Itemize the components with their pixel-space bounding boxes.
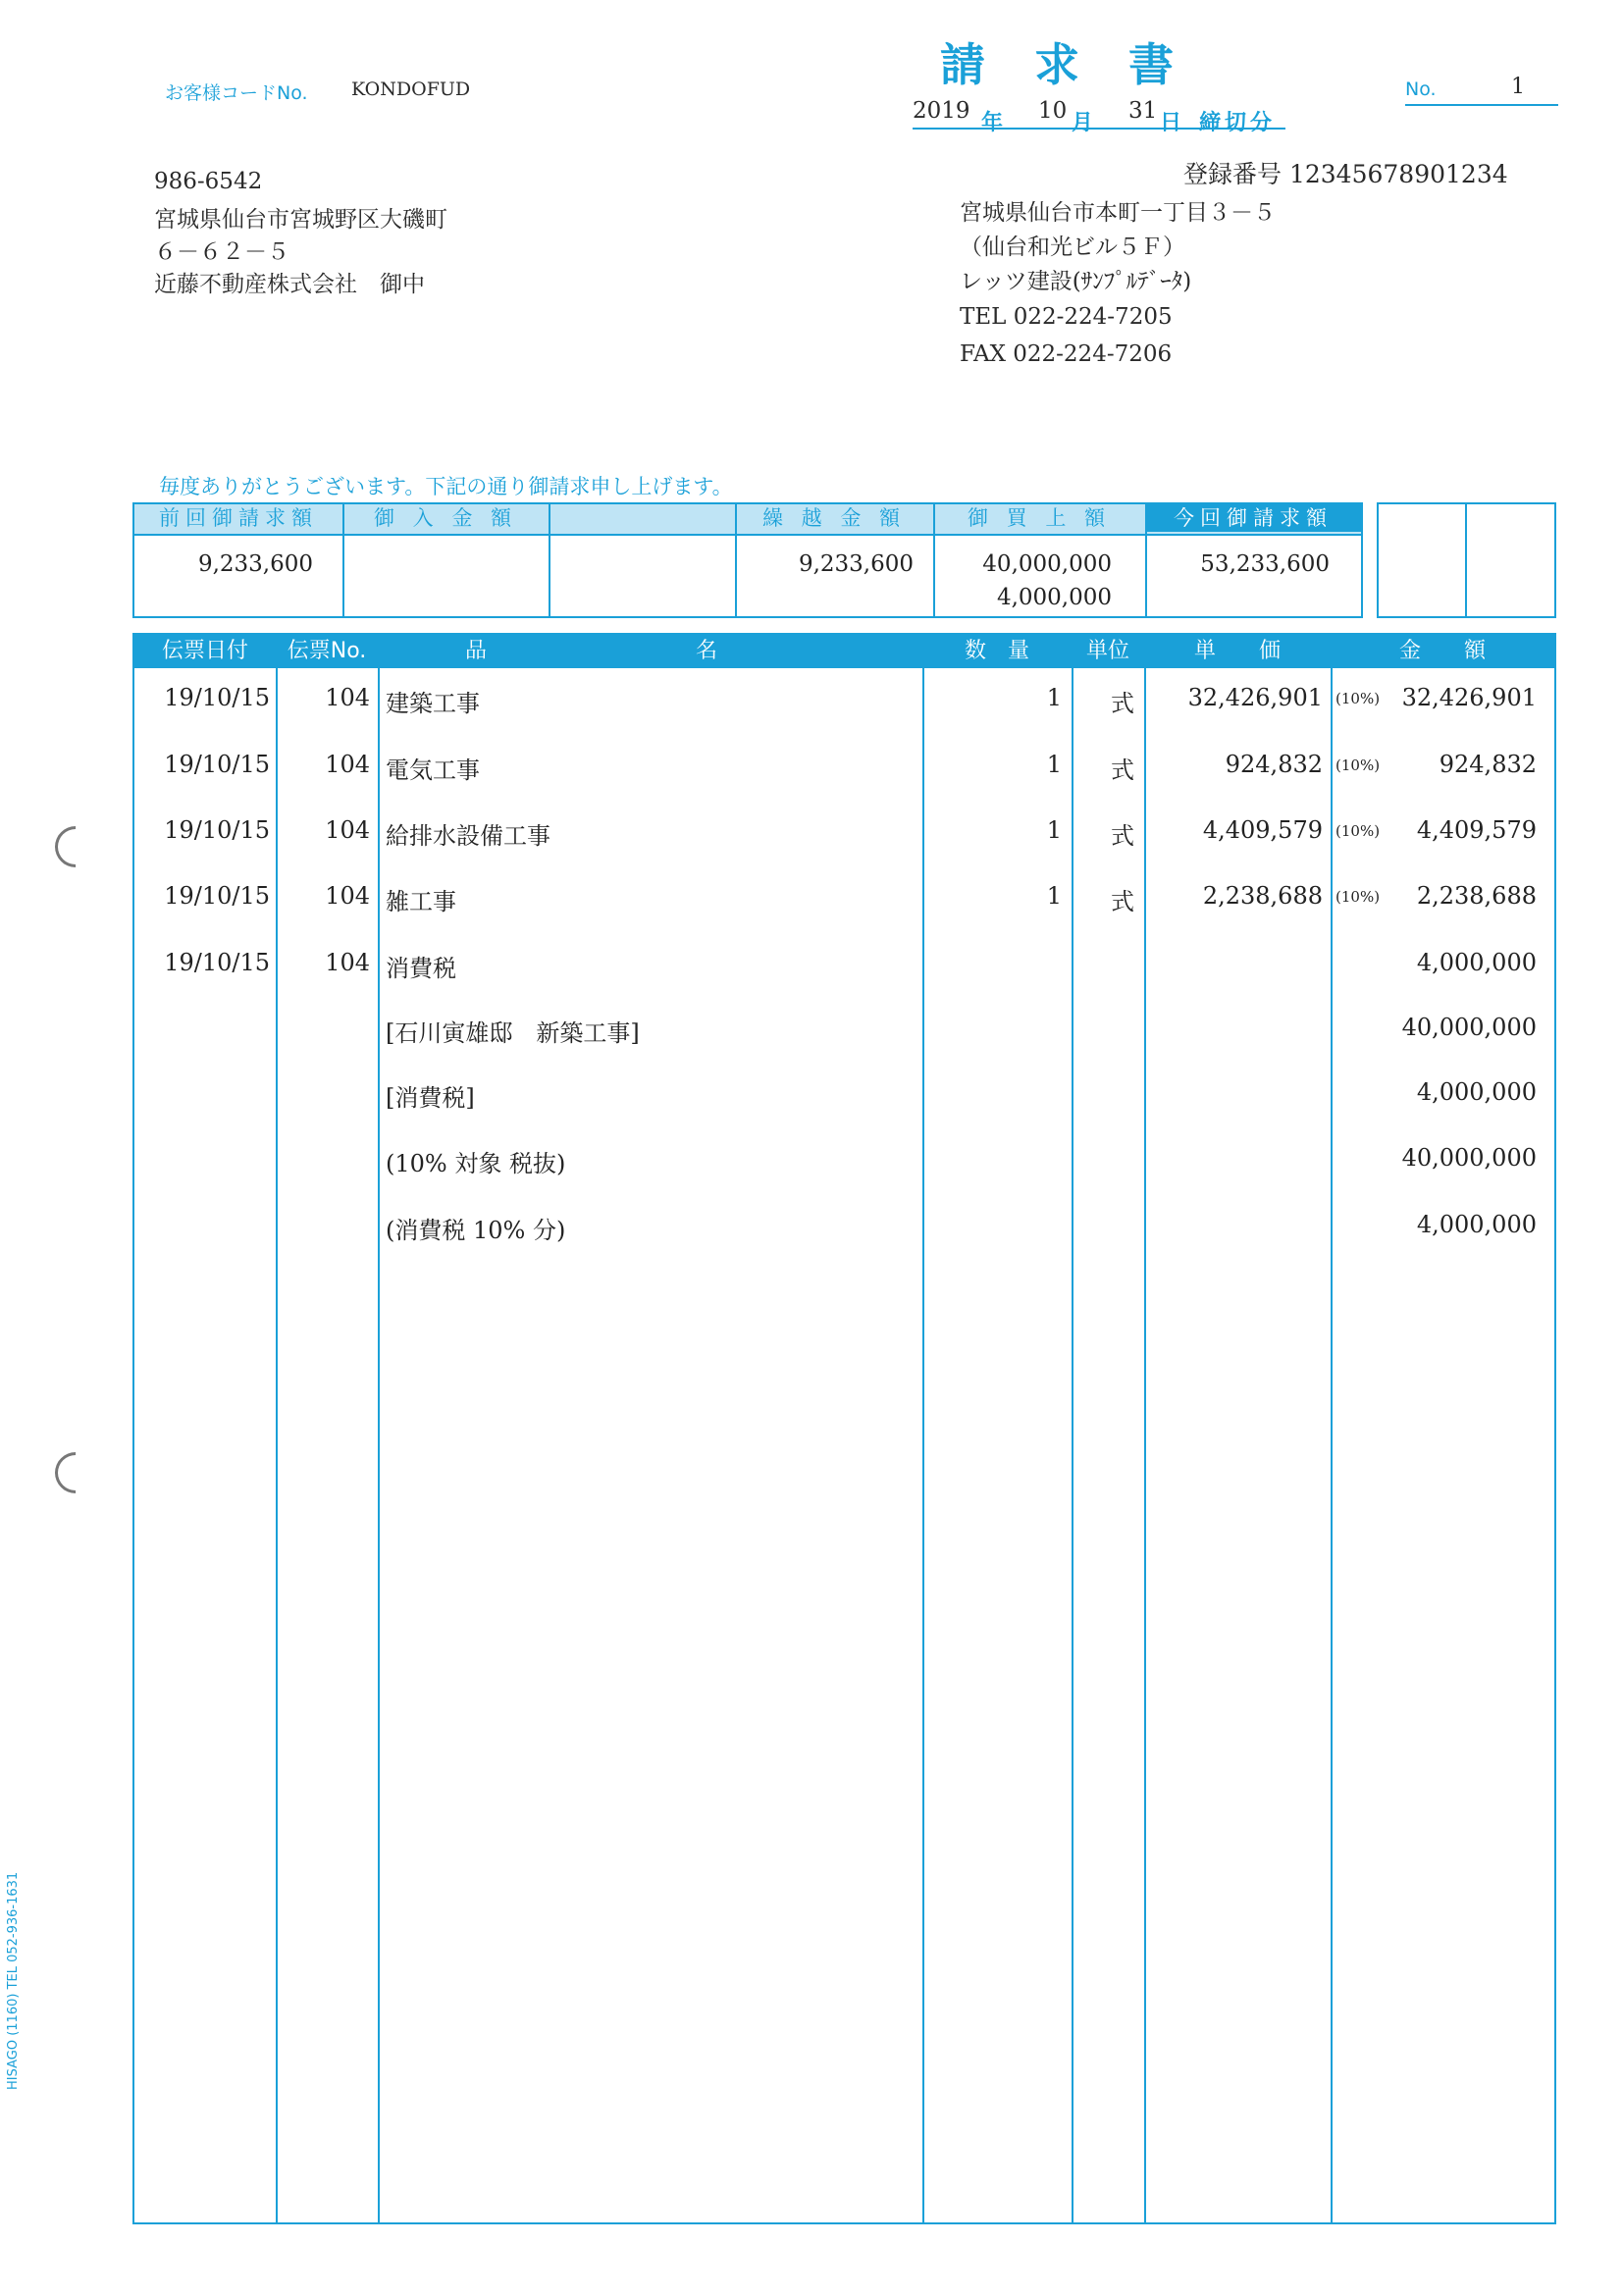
row-item-name: 給排水設備工事: [386, 822, 550, 850]
date-suffix: 締切分: [1199, 111, 1277, 135]
recipient-postal: 986-6542: [154, 169, 263, 194]
header-date: 伝票日付: [161, 639, 248, 663]
date-month: 10: [1038, 98, 1068, 124]
summary-header-purchases: 御 買 上 額: [967, 506, 1112, 530]
registration-number: [1183, 155, 1508, 190]
row-date: 19/10/15: [164, 816, 270, 844]
row-date: 19/10/15: [164, 751, 270, 778]
summary-divider: [342, 504, 344, 616]
row-unit-price: 2,238,688: [1202, 882, 1323, 910]
row-unit-price: 4,409,579: [1202, 816, 1323, 844]
row-item-name: (10% 対象 税抜): [386, 1150, 566, 1177]
purchases-amount: 40,000,000: [982, 551, 1112, 577]
row-item-name: 消費税: [386, 955, 456, 982]
row-amount: 4,409,579: [1416, 816, 1537, 844]
recipient-address2: ６－６２－５: [154, 239, 289, 265]
greeting-text: 毎度ありがとうございます。下記の通り御請求申し上げます。: [159, 475, 733, 498]
row-qty: 1: [1046, 751, 1062, 778]
row-slip-no: 104: [325, 882, 370, 910]
date-year-label: 年: [981, 111, 1004, 135]
stamp-divider: [1465, 504, 1467, 616]
issuer-name: レッツ建設(ｻﾝﾌﾟﾙﾃﾞｰﾀ): [960, 269, 1192, 294]
carried-forward: 9,233,600: [798, 551, 914, 577]
header-slip-no: 伝票No.: [287, 639, 367, 663]
row-tax-rate: (10%): [1335, 888, 1381, 906]
invoice-no-value: 1: [1511, 75, 1525, 99]
summary-header-current: 今回御請求額: [1145, 504, 1361, 532]
row-slip-no: 104: [325, 684, 370, 711]
issuer-fax: FAX 022-224-7206: [960, 341, 1173, 367]
row-item-name: [石川寅雄邸 新築工事]: [386, 1019, 640, 1047]
row-amount: 40,000,000: [1401, 1014, 1537, 1041]
row-unit: 式: [1111, 690, 1134, 717]
date-month-label: 月: [1072, 111, 1094, 135]
row-qty: 1: [1046, 882, 1062, 910]
column-divider: [922, 635, 924, 2222]
summary-header-payment: 御 入 金 額: [373, 506, 518, 530]
recipient-name: [154, 266, 425, 298]
current-billing: 53,233,600: [1200, 551, 1330, 577]
issuer-address1: 宮城県仙台市本町一丁目３－５: [960, 200, 1276, 226]
row-item-name: 建築工事: [386, 690, 480, 717]
row-item-name: (消費税 10% 分): [386, 1217, 566, 1244]
date-day: 31: [1128, 98, 1158, 124]
date-underline: [913, 128, 1285, 130]
row-amount: 40,000,000: [1401, 1144, 1537, 1172]
previous-billing: 9,233,600: [197, 551, 313, 577]
items-header-row: [134, 635, 1554, 668]
row-date: 19/10/15: [164, 684, 270, 711]
row-slip-no: 104: [325, 816, 370, 844]
registration-label: 登録番号: [1183, 160, 1283, 188]
recipient-company: 近藤不動産株式会社: [154, 272, 357, 297]
punch-hole-mark: [46, 1443, 104, 1501]
header-item-2: 名: [695, 639, 717, 663]
summary-header-row: [134, 504, 1361, 536]
summary-header-previous: 前回御請求額: [159, 506, 318, 530]
row-amount: 2,238,688: [1416, 882, 1537, 910]
summary-header-carried: 繰 越 金 額: [761, 506, 907, 530]
row-slip-no: 104: [325, 751, 370, 778]
column-divider: [276, 635, 278, 2222]
header-qty: 数 量: [964, 639, 1029, 663]
recipient-honorific: 御中: [380, 272, 425, 297]
recipient-address1: 宮城県仙台市宮城野区大磯町: [154, 207, 447, 233]
row-item-name: 電気工事: [386, 757, 480, 784]
row-item-name: 雑工事: [386, 888, 456, 915]
date-year: 2019: [913, 98, 970, 124]
row-amount: 4,000,000: [1416, 1078, 1537, 1106]
issuer-tel: TEL 022-224-7205: [960, 304, 1173, 330]
stamp-box: [1377, 502, 1556, 618]
header-unit: 単位: [1085, 639, 1129, 663]
column-divider: [1072, 635, 1073, 2222]
column-divider: [1331, 635, 1333, 2222]
summary-divider: [549, 504, 550, 616]
customer-code: KONDOFUD: [351, 78, 471, 100]
row-item-name: [消費税]: [386, 1084, 475, 1112]
row-date: 19/10/15: [164, 949, 270, 976]
row-slip-no: 104: [325, 949, 370, 976]
column-divider: [1144, 635, 1146, 2222]
side-print-text: HISAGO (1160) TEL 052-936-1631: [6, 1871, 21, 2090]
column-divider: [378, 635, 380, 2222]
items-table: [132, 633, 1556, 2224]
row-date: 19/10/15: [164, 882, 270, 910]
row-amount: 32,426,901: [1401, 684, 1537, 711]
invoice-no-label: No.: [1405, 78, 1437, 100]
row-tax-rate: (10%): [1335, 757, 1381, 774]
header-item-1: 品: [464, 639, 487, 663]
header-price: 単 価: [1193, 639, 1281, 663]
header-amount: 金 額: [1398, 639, 1486, 663]
purchases-tax: 4,000,000: [996, 585, 1112, 610]
summary-header-blank: [549, 504, 735, 532]
row-unit: 式: [1111, 822, 1134, 850]
row-unit: 式: [1111, 757, 1134, 784]
row-amount: 4,000,000: [1416, 1211, 1537, 1238]
date-day-label: 日: [1160, 111, 1182, 135]
row-unit: 式: [1111, 888, 1134, 915]
row-tax-rate: (10%): [1335, 822, 1381, 840]
summary-table: [132, 502, 1363, 618]
punch-hole-mark: [46, 817, 104, 875]
page-title: 請求書: [940, 38, 1223, 91]
row-unit-price: 924,832: [1225, 751, 1323, 778]
issuer-address2: （仙台和光ビル５Ｆ）: [960, 235, 1185, 260]
row-qty: 1: [1046, 816, 1062, 844]
row-qty: 1: [1046, 684, 1062, 711]
row-amount: 4,000,000: [1416, 949, 1537, 976]
invoice-no-underline: [1405, 104, 1558, 106]
customer-code-label: お客様コードNo.: [165, 82, 308, 104]
row-unit-price: 32,426,901: [1187, 684, 1323, 711]
row-amount: 924,832: [1439, 751, 1537, 778]
row-tax-rate: (10%): [1335, 690, 1381, 707]
registration-value: 12345678901234: [1288, 160, 1508, 188]
